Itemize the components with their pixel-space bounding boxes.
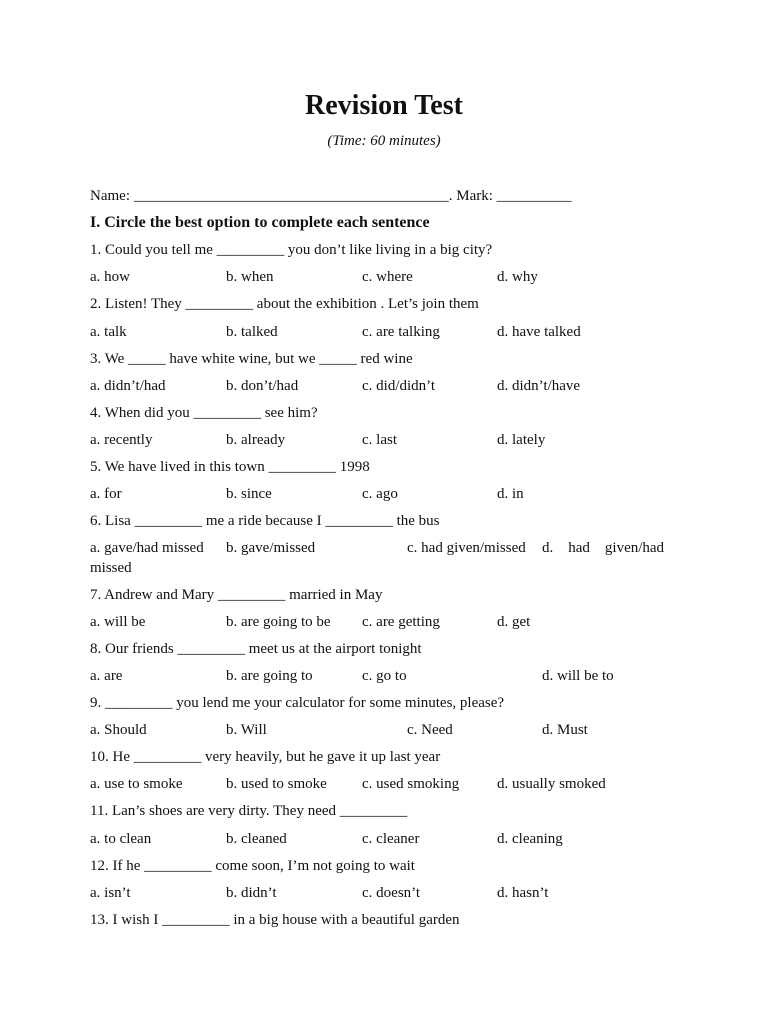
q11-option-a[interactable]: a. to clean	[90, 831, 152, 847]
q8-option-d[interactable]: d. will be to	[542, 668, 614, 684]
section-heading: I. Circle the best option to complete each sentence	[90, 214, 430, 231]
q3-option-c[interactable]: c. did/didn’t	[362, 378, 436, 394]
q1-option-a[interactable]: a. how	[90, 269, 130, 285]
q11-option-c[interactable]: c. cleaner	[362, 831, 420, 847]
q7-option-d[interactable]: d. get	[497, 614, 531, 630]
question-4: 4. When did you _________ see him?	[90, 405, 318, 421]
q12-option-b[interactable]: b. didn’t	[226, 885, 277, 901]
q10-option-a[interactable]: a. use to smoke	[90, 776, 183, 792]
q6-option-d-continued: missed	[90, 560, 132, 576]
q2-option-b[interactable]: b. talked	[226, 324, 278, 340]
question-8: 8. Our friends _________ meet us at the airport tonight	[90, 641, 422, 657]
q6-option-a[interactable]: a. gave/had missed	[90, 540, 204, 556]
page-title: Revision Test	[305, 90, 463, 121]
question-1: 1. Could you tell me _________ you don’t like living in a big city?	[90, 242, 493, 258]
q8-option-a[interactable]: a. are	[90, 668, 123, 684]
q6-option-c[interactable]: c. had given/missed	[407, 540, 526, 556]
question-2: 2. Listen! They _________ about the exhibition . Let’s join them	[90, 296, 479, 312]
q2-option-d[interactable]: d. have talked	[497, 324, 581, 340]
q3-option-b[interactable]: b. don’t/had	[226, 378, 299, 394]
question-5: 5. We have lived in this town _________ 1998	[90, 459, 370, 475]
q6-option-d[interactable]: d. had given/had	[542, 540, 665, 556]
q3-option-a[interactable]: a. didn’t/had	[90, 378, 166, 394]
q5-option-a[interactable]: a. for	[90, 486, 122, 502]
q7-option-c[interactable]: c. are getting	[362, 614, 440, 630]
q4-option-c[interactable]: c. last	[362, 432, 397, 448]
question-11: 11. Lan’s shoes are very dirty. They need _________	[90, 803, 408, 819]
question-7: 7. Andrew and Mary _________ married in May	[90, 587, 383, 603]
q10-option-c[interactable]: c. used smoking	[362, 776, 460, 792]
q11-option-d[interactable]: d. cleaning	[497, 831, 563, 847]
q4-option-b[interactable]: b. already	[226, 432, 286, 448]
q6-option-b[interactable]: b. gave/missed	[226, 540, 316, 556]
name-mark-line: Name: __________________________________________. Mark: __________	[90, 188, 572, 204]
q4-option-a[interactable]: a. recently	[90, 432, 153, 448]
q9-option-c[interactable]: c. Need	[407, 722, 453, 738]
q2-option-a[interactable]: a. talk	[90, 324, 127, 340]
q9-option-b[interactable]: b. Will	[226, 722, 267, 738]
question-9: 9. _________ you lend me your calculator for some minutes, please?	[90, 695, 505, 711]
q12-option-c[interactable]: c. doesn’t	[362, 885, 421, 901]
question-6: 6. Lisa _________ me a ride because I _________ the bus	[90, 513, 440, 529]
q1-option-b[interactable]: b. when	[226, 269, 274, 285]
q4-option-d[interactable]: d. lately	[497, 432, 546, 448]
q5-option-c[interactable]: c. ago	[362, 486, 398, 502]
question-3: 3. We _____ have white wine, but we _____ red wine	[90, 351, 413, 367]
q1-option-c[interactable]: c. where	[362, 269, 413, 285]
q5-option-b[interactable]: b. since	[226, 486, 272, 502]
q8-option-b[interactable]: b. are going to	[226, 668, 313, 684]
q3-option-d[interactable]: d. didn’t/have	[497, 378, 581, 394]
q12-option-a[interactable]: a. isn’t	[90, 885, 131, 901]
q9-option-a[interactable]: a. Should	[90, 722, 147, 738]
q1-option-d[interactable]: d. why	[497, 269, 538, 285]
question-13: 13. I wish I _________ in a big house with a beautiful garden	[90, 912, 460, 928]
question-12: 12. If he _________ come soon, I’m not going to wait	[90, 858, 415, 874]
time-limit: (Time: 60 minutes)	[327, 133, 441, 149]
q2-option-c[interactable]: c. are talking	[362, 324, 440, 340]
question-10: 10. He _________ very heavily, but he gave it up last year	[90, 749, 441, 765]
q10-option-d[interactable]: d. usually smoked	[497, 776, 606, 792]
q7-option-a[interactable]: a. will be	[90, 614, 146, 630]
q7-option-b[interactable]: b. are going to be	[226, 614, 331, 630]
q12-option-d[interactable]: d. hasn’t	[497, 885, 549, 901]
q9-option-d[interactable]: d. Must	[542, 722, 588, 738]
q8-option-c[interactable]: c. go to	[362, 668, 407, 684]
q11-option-b[interactable]: b. cleaned	[226, 831, 287, 847]
q10-option-b[interactable]: b. used to smoke	[226, 776, 327, 792]
q5-option-d[interactable]: d. in	[497, 486, 524, 502]
